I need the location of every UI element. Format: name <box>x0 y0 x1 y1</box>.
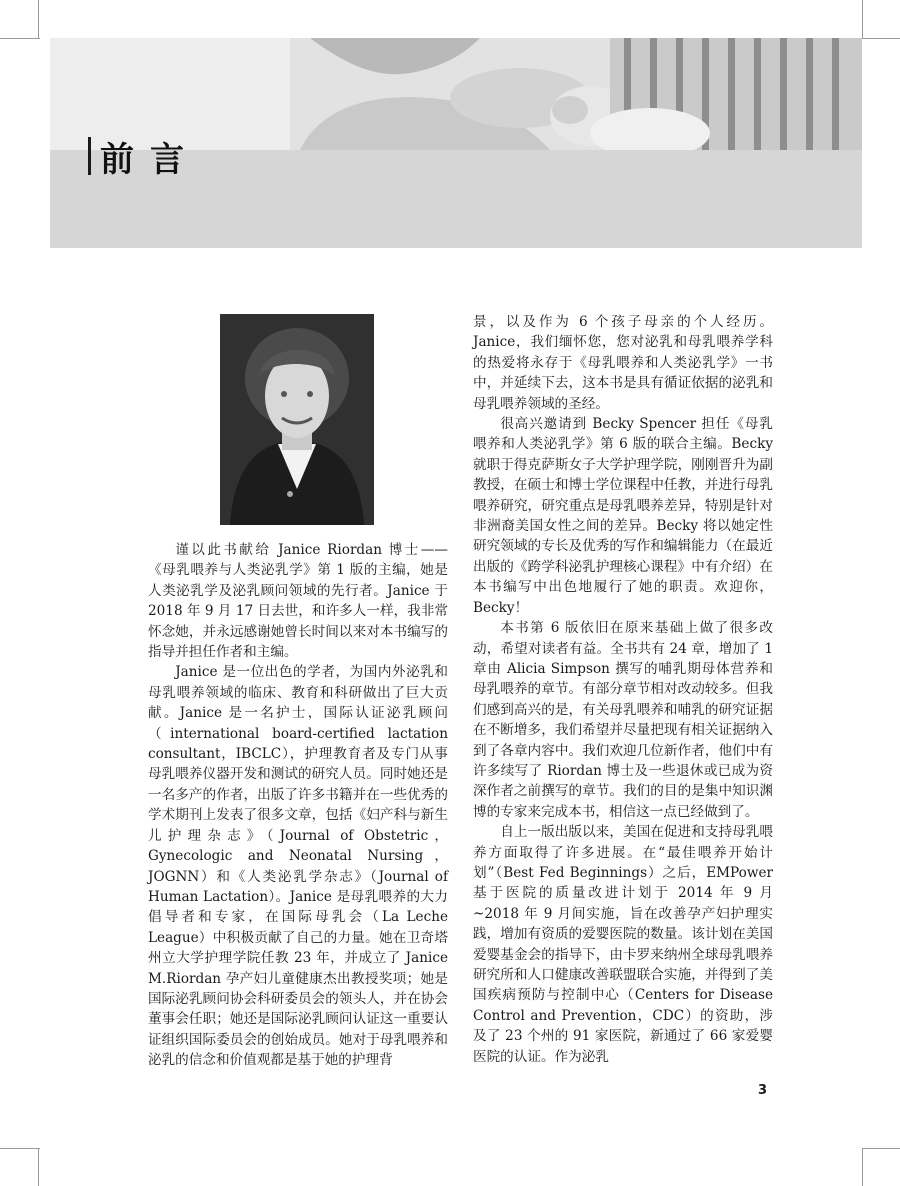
crop-mark-bl-v <box>38 1148 39 1186</box>
crop-mark-tl-h <box>0 38 40 39</box>
title-accent-bar <box>88 137 91 175</box>
portrait-photo <box>220 314 374 525</box>
crop-mark-tr-v <box>862 0 863 38</box>
dedication-paragraph: 谨以此书献给 Janice Riordan 博士——《母乳喂养与人类泌乳学》第 1 版的主编，她是人类泌乳学及泌乳顾问领域的先行者。Janice 于 2018 年 9 月 17 日去世，和许多人一样，我非常怀念她，并永远感谢她曾长时间以来对本书编写的指导并担任作者和主编。 <box>148 542 448 661</box>
edition-changes-paragraph: 本书第 6 版依旧在原来基础上做了很多改动，希望对读者有益。全书共有 24 章，增加了 1 章由 Alicia Simpson 撰写的哺乳期母体营养和母乳喂养的章节。有部分章节相对改动较多。但我们感到高兴的是，有关母乳喂养和哺乳的研究证据在不断增多，我们希望并尽量把现有相关证据纳入到了各章内容中。我们欢迎几位新作者，他们中有许多续写了 Riordan 博士及一些退休或已成为资深作者之前撰写的章节。我们的目的是集中知识渊博的专家来完成本书，相信这一点已经做到了。 <box>473 620 773 820</box>
crop-mark-br-h <box>862 1148 900 1149</box>
left-column <box>148 540 448 1071</box>
co-editor-paragraph: 很高兴邀请到 Becky Spencer 担任《母乳喂养和人类泌乳学》第 6 版的联合主编。Becky 就职于得克萨斯女子大学护理学院，刚刚晋升为副教授，在硕士和博士学位课程中任教，并进行母乳喂养研究，研究重点是母乳喂养差异，特别是针对非洲裔美国女性之间的差异。Becky 将以她定性研究领域的专长及优秀的写作和编辑能力（在最近出版的《跨学科泌乳护理核心课程》中有介绍）在本书编写中出色地履行了她的职责。欢迎你，Becky！ <box>473 416 773 616</box>
biography-continued-paragraph: 景，以及作为 6 个孩子母亲的个人经历。Janice，我们缅怀您，您对泌乳和母乳喂养学科的热爱将永存于《母乳喂养和人类泌乳学》一书中，并延续下去，这本书是具有循证依据的泌乳和母乳喂养领域的圣经。 <box>473 314 773 412</box>
crop-mark-tl-v <box>38 0 39 38</box>
crop-mark-tr-h <box>862 38 900 39</box>
progress-paragraph: 自上一版出版以来，美国在促进和支持母乳喂养方面取得了许多进展。在“最佳喂养开始计划”（Best Fed Beginnings）之后，EMPower 基于医院的质量改进计划于 2014 年 9 月 ~2018 年 9 月间实施，旨在改善孕产妇护理实践，增加有资质的爱婴医院的数量。该计划在美国爱婴基金会的指导下，由卡罗来纳州全球母乳喂养研究所和人口健康改善联盟联合实施，并得到了美国疾病预防与控制中心（Centers for Disease Control and Prevention，CDC）的资助，涉及了 23 个州的 91 家医院，新通过了 66 家爱婴医院的认证。作为泌乳 <box>473 824 773 1065</box>
page-number: 3 <box>758 1083 768 1098</box>
portrait-photo-icon <box>220 314 374 525</box>
page-title: 前言 <box>100 140 200 180</box>
crop-mark-bl-h <box>0 1148 40 1149</box>
biography-paragraph: Janice 是一位出色的学者，为国内外泌乳和母乳喂养领域的临床、教育和科研做出了巨大贡献。Janice 是一名护士，国际认证泌乳顾问（international board-certified lactation consultant，IBCLC），护理教育者及专门从事母乳喂养仪器开发和测试的研究人员。同时她还是一名多产的作者，出版了许多书籍并在一些优秀的学术期刊上发表了很多文章，包括《妇产科与新生儿护理杂志》（Journal of Obstetric，Gynecologic and Neonatal Nursing，JOGNN）和《人类泌乳学杂志》（Journal of Human Lactation）。Janice 是母乳喂养的大力倡导者和专家，在国际母乳会（La Leche League）中积极贡献了自己的力量。她在卫奇塔州立大学护理学院任教 23 年，并成立了 Janice M.Riordan 孕产妇儿童健康杰出教授奖项；她是国际泌乳顾问协会科研委员会的领头人，并在协会董事会任职；她还是国际泌乳顾问认证这一重要认证组织国际委员会的创始成员。她对于母乳喂养和泌乳的信念和价值观都是基于她的护理背 <box>148 664 448 1069</box>
crop-mark-br-v <box>862 1148 863 1186</box>
right-column <box>473 312 773 1067</box>
